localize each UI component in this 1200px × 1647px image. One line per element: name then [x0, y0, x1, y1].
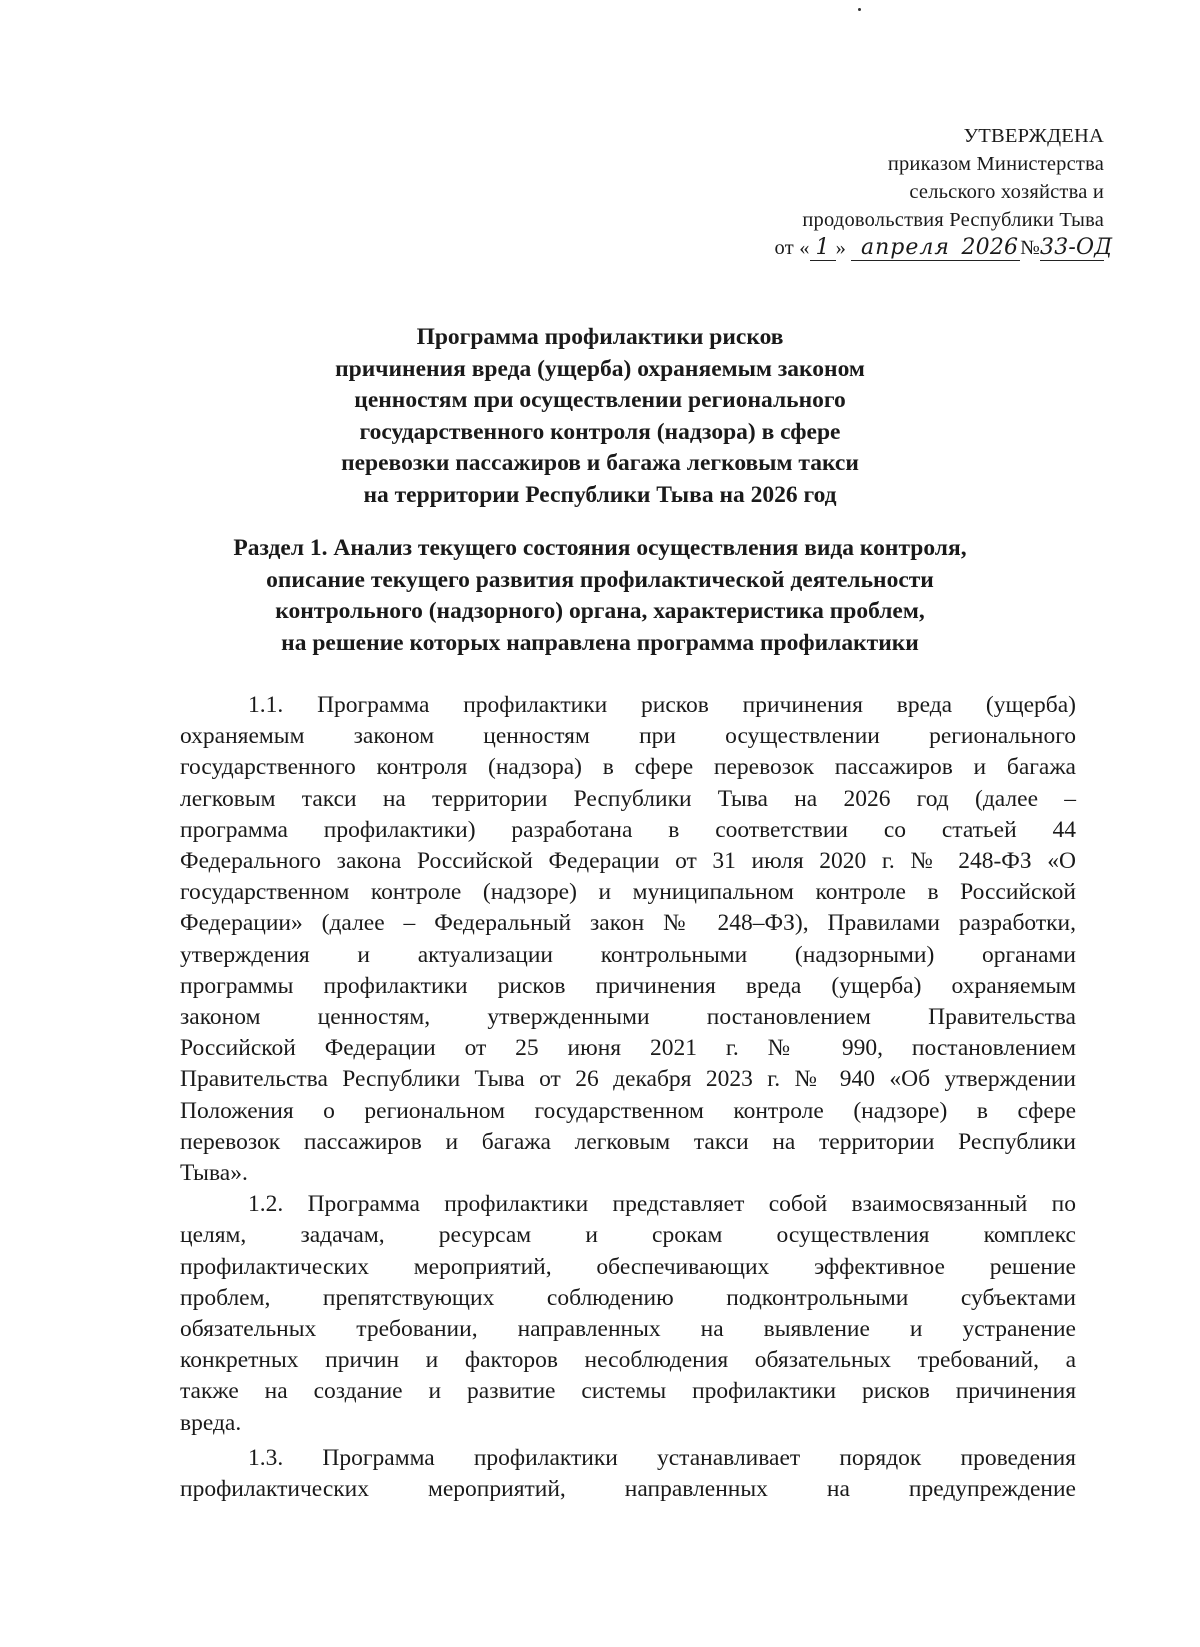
document-title — [230, 322, 970, 511]
paragraph-1-3 — [180, 1443, 1076, 1505]
paragraph-line: легковым такси на территории Республики Тыва на 2026 год (далее – — [180, 785, 1076, 812]
paragraph-line: Российской Федерации от 25 июня 2021 г. № 990, постановлением — [180, 1035, 1076, 1062]
paragraph-line: профилактических мероприятий, направленных на предупреждение — [180, 1476, 1076, 1503]
paragraph-line: также на создание и развитие системы профилактики рисков причинения — [180, 1378, 1076, 1405]
approval-block — [684, 122, 1113, 262]
order-number-handwritten: 33-ОД — [1040, 235, 1113, 260]
title-line: причинения вреда (ущерба) охраняемым законом — [335, 355, 865, 382]
paragraph-line: утверждения и актуализации контрольными (надзорными) органами — [180, 941, 1076, 968]
paragraph-line: перевозок пассажиров и багажа легковым такси на территории Республики — [180, 1128, 1076, 1155]
paragraph-line: охраняемым законом ценностям при осуществлении регионального — [180, 723, 1076, 750]
number-sign: № — [1020, 237, 1040, 259]
paragraph-line: Положения о региональном государственном контроле (надзоре) в сфере — [180, 1097, 1076, 1124]
paragraph-line: Федерального закона Российской Федерации от 31 июля 2020 г. № 248-ФЗ «О — [180, 848, 1076, 875]
section-heading — [170, 533, 1030, 659]
approval-line: приказом Министерства — [887, 153, 1104, 175]
paragraph-line: программа профилактики) разработана в соответствии со статьей 44 — [180, 816, 1076, 843]
title-line: перевозки пассажиров и багажа легковым такси — [341, 450, 859, 476]
date-prefix: от « — [774, 237, 810, 259]
date-month-handwritten: апреля — [851, 236, 959, 261]
paragraph-line: Правительства Республики Тыва от 26 декабря 2023 г. № 940 «Об утверждении — [180, 1066, 1076, 1093]
title-line: государственного контроля (надзора) в сфере — [359, 418, 841, 445]
approval-line: продовольствия Республики Тыва — [802, 209, 1104, 231]
paragraph-line: Тыва». — [180, 1160, 248, 1187]
paragraph-1-1 — [180, 690, 1076, 1189]
paragraph-line: 1.1. Программа профилактики рисков причинения вреда (ущерба) — [248, 692, 1076, 718]
paragraph-line: целям, задачам, ресурсам и срокам осуществления комплекс — [180, 1222, 1076, 1249]
document-body — [180, 690, 1076, 1505]
scan-speck — [858, 8, 861, 11]
title-line: Программа профилактики рисков — [416, 324, 784, 350]
paragraph-line: государственном контроле (надзоре) и муниципальном контроле в Российской — [180, 879, 1076, 906]
paragraph-line: проблем, препятствующих соблюдению подконтрольными субъектами — [180, 1284, 1076, 1311]
section-heading-line: контрольного (надзорного) органа, характеристика проблем, — [275, 598, 925, 624]
title-line: ценностям при осуществлении регионального — [354, 387, 846, 413]
paragraph-line: обязательных требовании, направленных на выявление и устранение — [180, 1316, 1076, 1343]
date-mid: » — [835, 237, 847, 259]
date-day-handwritten: 1 — [810, 236, 836, 261]
section-heading-line: описание текущего развития профилактической деятельности — [266, 566, 934, 593]
paragraph-line: Федерации» (далее – Федеральный закон № 248–ФЗ), Правилами разработки, — [180, 910, 1076, 937]
paragraph-line: 1.2. Программа профилактики представляет собой взаимосвязанный по — [248, 1191, 1076, 1218]
section-heading-line: на решение которых направлена программа профилактики — [281, 629, 919, 656]
paragraph-line: конкретных причин и факторов несоблюдения обязательных требований, а — [180, 1347, 1076, 1374]
date-year: 2026 — [961, 235, 1019, 260]
paragraph-line: 1.3. Программа профилактики устанавливает порядок проведения — [248, 1444, 1076, 1471]
title-line: на территории Республики Тыва на 2026 год — [363, 481, 837, 508]
paragraph-line: программы профилактики рисков причинения вреда (ущерба) охраняемым — [180, 972, 1076, 999]
approval-date-line — [684, 234, 1113, 262]
approval-line: сельского хозяйства и — [909, 181, 1104, 203]
paragraph-line: законом ценностям, утвержденными постановлением Правительства — [180, 1004, 1076, 1031]
paragraph-line: профилактических мероприятий, обеспечивающих эффективное решение — [180, 1253, 1076, 1280]
paragraph-line: государственного контроля (надзора) в сфере перевозок пассажиров и багажа — [180, 754, 1076, 781]
section-heading-line: Раздел 1. Анализ текущего состояния осуществления вида контроля, — [233, 535, 967, 561]
approval-line: УТВЕРЖДЕНА — [963, 125, 1104, 147]
paragraph-1-2 — [180, 1189, 1076, 1439]
paragraph-line: вреда. — [180, 1409, 242, 1436]
